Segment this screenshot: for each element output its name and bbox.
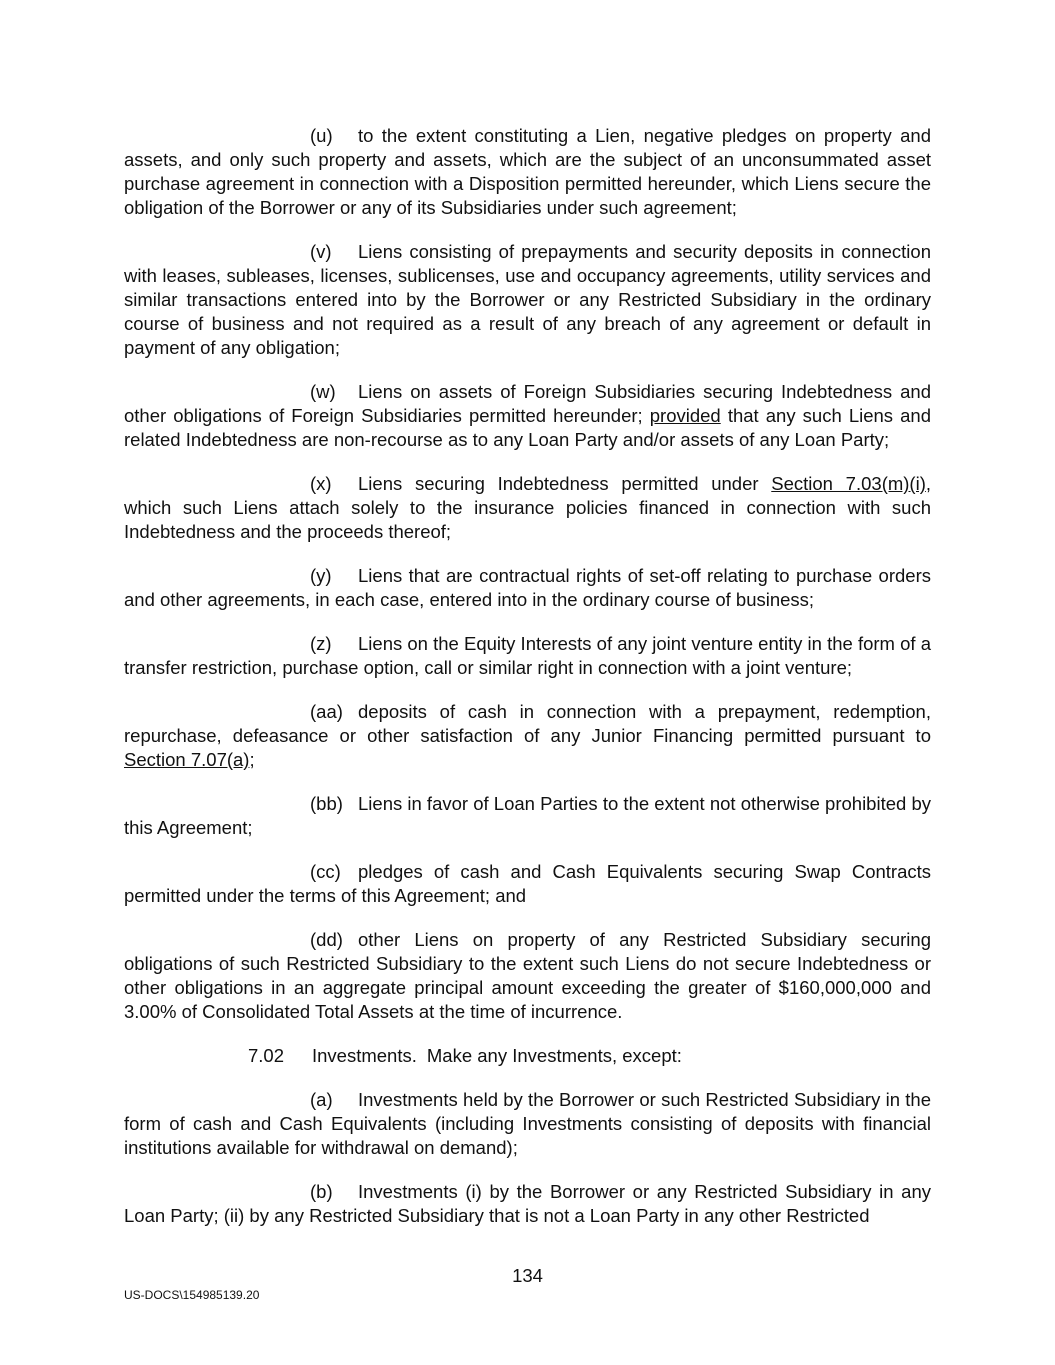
clause-aa: [124, 700, 931, 772]
clause-u: [124, 124, 931, 220]
clause-text: pledges of cash and Cash Equivalents securing Swap Contracts permitted under the terms of this Agreement; and: [124, 861, 931, 906]
document-id: US-DOCS\154985139.20: [124, 1288, 260, 1302]
clause-label: (aa): [310, 701, 343, 722]
clause-label: (v): [310, 241, 332, 262]
clause-label: (a): [310, 1089, 333, 1110]
clause-label: (bb): [310, 793, 343, 814]
clause-v: [124, 240, 931, 360]
clause-label: (cc): [310, 861, 341, 882]
clause-text: Liens on the Equity Interests of any joint venture entity in the form of a transfer restriction, purchase option, call or similar right in connection with a joint venture;: [124, 633, 931, 678]
clause-bb: [124, 792, 931, 840]
clause-label: (dd): [310, 929, 343, 950]
clause-label: (b): [310, 1181, 333, 1202]
provided-term: provided: [649, 405, 721, 426]
clause-text: Investments held by the Borrower or such Restricted Subsidiary in the form of cash and Cash Equivalents (including Investments consisting of deposits with financial institutions available for withdrawal on demand);: [124, 1089, 931, 1158]
clause-y: [124, 564, 931, 612]
clause-text-continued: ;: [249, 749, 255, 770]
clause-text: other Liens on property of any Restricted Subsidiary securing obligations of such Restricted Subsidiary to the extent such Liens do not secure Indebtedness or other obligations in an aggregate principal amount exceeding the greater of $160,000,000 and 3.00% of Consolidated Total Assets at the time of incurrence.: [124, 929, 931, 1022]
clause-text-continued: , which such Liens attach solely to the insurance policies financed in connection with such Indebtedness and the proceeds thereof;: [124, 473, 931, 542]
page-number: 134: [512, 1265, 543, 1286]
clause-label: (w): [310, 381, 336, 402]
investment-a: [124, 1088, 931, 1160]
section-heading: [124, 1044, 931, 1068]
section-number: 7.02: [248, 1045, 285, 1066]
clause-x: [124, 472, 931, 544]
clause-w: [124, 380, 931, 452]
clause-text: Investments (i) by the Borrower or any Restricted Subsidiary in any Loan Party; (ii) by any Restricted Subsidiary that is not a Loan Party in any other Restricted: [124, 1181, 931, 1226]
clause-text: Liens in favor of Loan Parties to the extent not otherwise prohibited by this Agreement;: [124, 793, 931, 838]
section-reference: Section 7.07(a): [124, 749, 250, 770]
section-reference: Section 7.03(m)(i): [771, 473, 926, 494]
clause-dd: [124, 928, 931, 1024]
section-text: Make any Investments, except:: [426, 1045, 682, 1066]
clause-text: to the extent constituting a Lien, negative pledges on property and assets, and only such property and assets, which are the subject of an unconsummated asset purchase agreement in connection with a Disposition permitted hereunder, which Liens secure the obligation of the Borrower or any of its Subsidiaries under such agreement;: [124, 125, 931, 218]
clause-text: Liens on assets of Foreign Subsidiaries securing Indebtedness and other obligations of Foreign Subsidiaries permitted hereunder;: [124, 381, 931, 426]
clause-text-continued: that any such Liens and related Indebtedness are non-recourse as to any Loan Party and/or assets of any Loan Party;: [124, 405, 932, 450]
clause-z: [124, 632, 931, 680]
clause-label: (x): [310, 473, 332, 494]
clause-cc: [124, 860, 931, 908]
document-page: [124, 124, 931, 1228]
clause-text: Liens securing Indebtedness permitted under: [358, 473, 759, 494]
clause-text: Liens consisting of prepayments and security deposits in connection with leases, subleases, licenses, sublicenses, use and occupancy agreements, utility services and similar transactions entered into by the Borrower or any Restricted Subsidiary in the ordinary course of business and not required as a result of any breach of any agreement or default in payment of any obligation;: [124, 241, 931, 358]
clause-label: (y): [310, 565, 332, 586]
clause-text: Liens that are contractual rights of set-off relating to purchase orders and other agreements, in each case, entered into in the ordinary course of business;: [124, 565, 931, 610]
clause-label: (u): [310, 125, 333, 146]
investment-b: [124, 1180, 931, 1228]
section-title: Investments.: [312, 1045, 417, 1066]
clause-label: (z): [310, 633, 332, 654]
clause-text: deposits of cash in connection with a prepayment, redemption, repurchase, defeasance or other satisfaction of any Junior Financing permitted pursuant to: [124, 701, 931, 746]
